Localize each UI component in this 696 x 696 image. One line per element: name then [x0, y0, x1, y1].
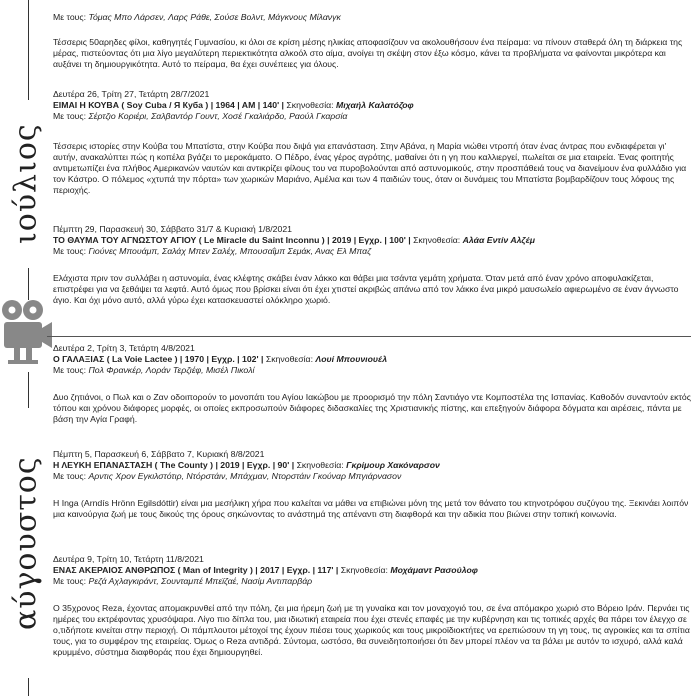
director-name: Μιχαήλ Καλατόζοφ [335, 100, 414, 111]
film-title: ΕΝΑΣ ΑΚΕΡΑΙΟΣ ΑΝΘΡΩΠΟΣ ( Man of Integrity ) | 2017 | Εγχρ. | 117' | Σκηνοθεσία: Μοχάμαντ Ρασούλοφ [53, 565, 478, 576]
screening-days: Δευτέρα 9, Τρίτη 10, Τετάρτη 11/8/2021 [53, 554, 204, 564]
month-rail [0, 0, 52, 696]
film-entry [53, 449, 691, 482]
screening-days: Δευτέρα 26, Τρίτη 27, Τετάρτη 28/7/2021 [53, 89, 210, 99]
cast-names: Πολ Φρανκέρ, Λοράν Τερζιέφ, Μισέλ Πικολί [88, 365, 255, 376]
cast-names: Ρεζά Αχλαγκιράντ, Σουνταμπέ Μπεϊζαέ, Νασίμ Αντιπαρβάρ [88, 576, 313, 587]
cast-line: Με τους: Πολ Φρανκέρ, Λοράν Τερζιέφ, Μισέλ Πικολί [53, 365, 255, 376]
rail-line [28, 0, 29, 100]
film-camera-icon [0, 298, 52, 370]
director-name: Λουί Μπουνιουέλ [315, 354, 388, 365]
film-entry [53, 89, 691, 122]
cast-names: Γιούνες Μπουάμπ, Σαλάχ Μπεν Σαλέχ, Μπουσαΐμπ Σεμάκ, Ανας Ελ Μπαζ [88, 246, 372, 257]
film-title: Ο ΓΑΛΑΞΙΑΣ ( La Voie Lactee ) | 1970 | Εγχρ. | 102' | Σκηνοθεσία: Λουί Μπουνιουέλ [53, 354, 388, 365]
film-synopsis: Τέσσερις ιστορίες στην Κούβα του Μπατίστα, στην Κούβα που διψά για επανάσταση. Στην Αβάνα, η Μαρία νιώθει ντροπή όταν ένας άντρας που ενδιαφέρεται γι' αυτήν, ανακαλύπτει πώς η κοπέλα βγάζει το μεροκάματο. Ο Πέδρο, ένας γέρος αγρότης, μαθαίνει ότι η γη που καλλιεργεί, πωλείται σε μια εταιρεία. Ένας φοιτητής αντιμετωπίζει ένα πλήθος Αμερικανών ναυτών και αντικρίζει φίλους του να πυροβολούνται από αστυνομικούς, στην προσπάθειά τους να διανείμουν ένα φυλλάδιο για τον Κάστρο. Ο πόλεμος «χτυπά την πόρτα» των χωρικών Μαριάνο, Αμέλια και των 4 παιδιών τους, όταν οι δυνάμεις του Μπατίστα βομβαρδίζουν τους λόφους της περιοχής. [53, 141, 687, 196]
month-label-august: αύγουστος [8, 456, 44, 630]
rail-line [28, 372, 29, 408]
cast-line: Με τους: Αρντις Χροv Εγκιλστότιρ, Ντόρστάιν, Μπάχμαν, Ντορστάιν Γκούναρ Μπγιάρνασον [53, 471, 402, 482]
director-name: Μοχάμαντ Ρασούλοφ [390, 565, 478, 576]
screening-days: Πέμπτη 5, Παρασκευή 6, Σάββατο 7, Κυριακή 8/8/2021 [53, 449, 265, 459]
film-synopsis: Η Inga (Arndís Hrönn Egilsdóttir) είναι μια μεσήλικη χήρα που καλείται να μάθει να επιβιώνει μόνη της μετά τον θάνατο του κτηνοτρόφου συζύγου της. Ξεκινάει λοιπόν μια καινούργια ζωή με τους δικούς της όρους σηκώνοντας το ανάστημά της απέναντι στη διαφθορά και την αδικία που βιώνει στην τοπική κοινωνία. [53, 498, 689, 520]
film-title: ΤΟ ΘΑΥΜΑ ΤΟΥ ΑΓΝΩΣΤΟΥ ΑΓΙΟΥ ( Le Miracle du Saint Inconnu ) | 2019 | Εγχρ. | 100' | Σκηνοθεσία: Αλάα Εντίν Αλζέμ [53, 235, 535, 246]
film-synopsis: Ο 35χρονος Reza, έχοντας απομακρυνθεί από την πόλη, ζει μια ήρεμη ζωή με τη γυναίκα και τον μοναχογιό του, σε ένα απόμακρο χωριό στο Βόρειο Ιράν. Περνάει τις ημέρες του εκτρέφοντας χρυσόψαρα. Λίγο πιο δίπλα του, μια ιδιωτική εταιρεία που έχει στενές επαφές με την κυβέρνηση και τις τοπικές αρχές θα πάρει τον έλεγχο σε ο,τιδήποτε κινείται στην περιοχή. Οι πάμπλουτοι μέτοχοί της έχουν πιέσει τους χωρικούς και τους μικροϊδιοκτήτες να ερεπιώσουν τη γη τους, τις αγροικίες και τα σπίτια τους, για το συμφέρον της εταιρείας. Όμως ο Reza αντιδρά. Σύντομα, ωστόσο, θα συνειδητοποιήσει ότι δεν μπορεί πλέον να τα βάλει με αυτόν το ισχυρό, αλλά καλά κρυμμένο, σύστημα διαφθοράς που έχει δημιουργηθεί. [53, 603, 690, 658]
cast-line: Με τους: Ρεζά Αχλαγκιράντ, Σουνταμπέ Μπεϊζαέ, Νασίμ Αντιπαρβάρ [53, 576, 313, 587]
screening-days: Πέμπτη 29, Παρασκευή 30, Σάββατο 31/7 & Κυριακή 1/8/2021 [53, 224, 292, 234]
film-synopsis: Τέσσερις 50αρηδες φίλοι, καθηγητές Γυμνασίου, κι όλοι σε κρίση μέσης ηλικίας αποφασίζουν να ακολουθήσουν ένα πείραμα: να πίνουν σταθερά όλη τη διάρκεια της μέρας, πιστεύοντας ότι μια λίγο μεγαλύτερη περιεκτικότητα αλκοόλ στο αίμα, ανοίγει τη σκέψη στον έξω κόσμο, κάνει τα προβλήματα να φαίνονται μικρότερα και αυξάνει τη δημιουργικότητα. Αυτό το πείραμα, θα έχει συνέπειες για όλους. [53, 37, 683, 70]
rail-line [28, 678, 29, 696]
month-label-july: ιούλιος [8, 123, 44, 245]
film-entry [53, 224, 691, 257]
cast-names: Σέρτζιο Κοριέρι, Σαλβαντόρ Γουντ, Χοσέ Γκαλιάρδο, Ραούλ Γκαρσία [88, 111, 348, 122]
cast-names: Αρντις Χροv Εγκιλστότιρ, Ντόρστάιν, Μπάχμαν, Ντορστάιν Γκούναρ Μπγιάρνασον [88, 471, 402, 482]
cast-line: Με τους: Τόμας Μπο Λάρσεν, Λαρς Ράθε, Σούσε Βολντ, Μάγκνους Μίλανγκ [53, 12, 341, 22]
director-name: Αλάα Εντίν Αλζέμ [462, 235, 535, 246]
cast-names: Τόμας Μπο Λάρσεν, Λαρς Ράθε, Σούσε Βολντ, Μάγκνους Μίλανγκ [88, 12, 341, 22]
rail-line [28, 268, 29, 300]
screening-days: Δευτέρα 2, Τρίτη 3, Τετάρτη 4/8/2021 [53, 343, 195, 353]
director-name: Γκρίμουρ Χακόναρσον [346, 460, 440, 471]
film-entry [53, 343, 691, 376]
cast-line: Με τους: Σέρτζιο Κοριέρι, Σαλβαντόρ Γουντ, Χοσέ Γκαλιάρδο, Ραούλ Γκαρσία [53, 111, 348, 122]
film-synopsis: Δυο ζητιάνοι, ο Πωλ και ο Ζαν οδοιπορούν το μονοπάτι του Αγίου Ιακώβου με προορισμό την πόλη Σαντιάγο ντε Κομποστέλα της Ισπανίας. Καθοδόν συναντούν εκτός τόπου και χρόνου διάφορες μορφές, οι οποίες εκπροσωπούν διάφορες διδασκαλίες της Χριστιανικής πίστης, και επεξηγούν διάφορα δόγματα και αιρέσεις, πάντα με βάση την Αγία Γραφή. [53, 392, 691, 425]
film-title: Η ΛΕΥΚΗ ΕΠΑΝΑΣΤΑΣΗ ( The County ) | 2019 | Εγχρ. | 90' | Σκηνοθεσία: Γκρίμουρ Χακόναρσον [53, 460, 440, 471]
cast-line: Με τους: Γιούνες Μπουάμπ, Σαλάχ Μπεν Σαλέχ, Μπουσαΐμπ Σεμάκ, Ανας Ελ Μπαζ [53, 246, 372, 257]
film-entry [53, 554, 691, 587]
film-title: ΕΙΜΑΙ Η ΚΟΥΒΑ ( Soy Cuba / Я Куба ) | 1964 | ΑΜ | 140' | Σκηνοθεσία: Μιχαήλ Καλατόζοφ [53, 100, 414, 111]
film-synopsis: Ελάχιστα πριν τον συλλάβει η αστυνομία, ένας κλέφτης σκάβει έναν λάκκο και θάβει μια τσάντα γεμάτη χρήματα. Όταν μετά από έναν χρόνο αποφυλακίζεται, επιστρέφει για να ξεθάψει τα λεφτά. Αυτό όμως που βρίσκει είναι ότι έχει χτιστεί ακριβώς απάνω από τον λάκκο ένα μικρό μαυσωλείο αφιερωμένο σε έναν άγνωστο άγιο. Και όχι μόνο αυτό, αλλά γύρω έχει κατασκευαστεί ολόκληρο χωριό. [53, 273, 679, 306]
month-divider [47, 336, 691, 337]
